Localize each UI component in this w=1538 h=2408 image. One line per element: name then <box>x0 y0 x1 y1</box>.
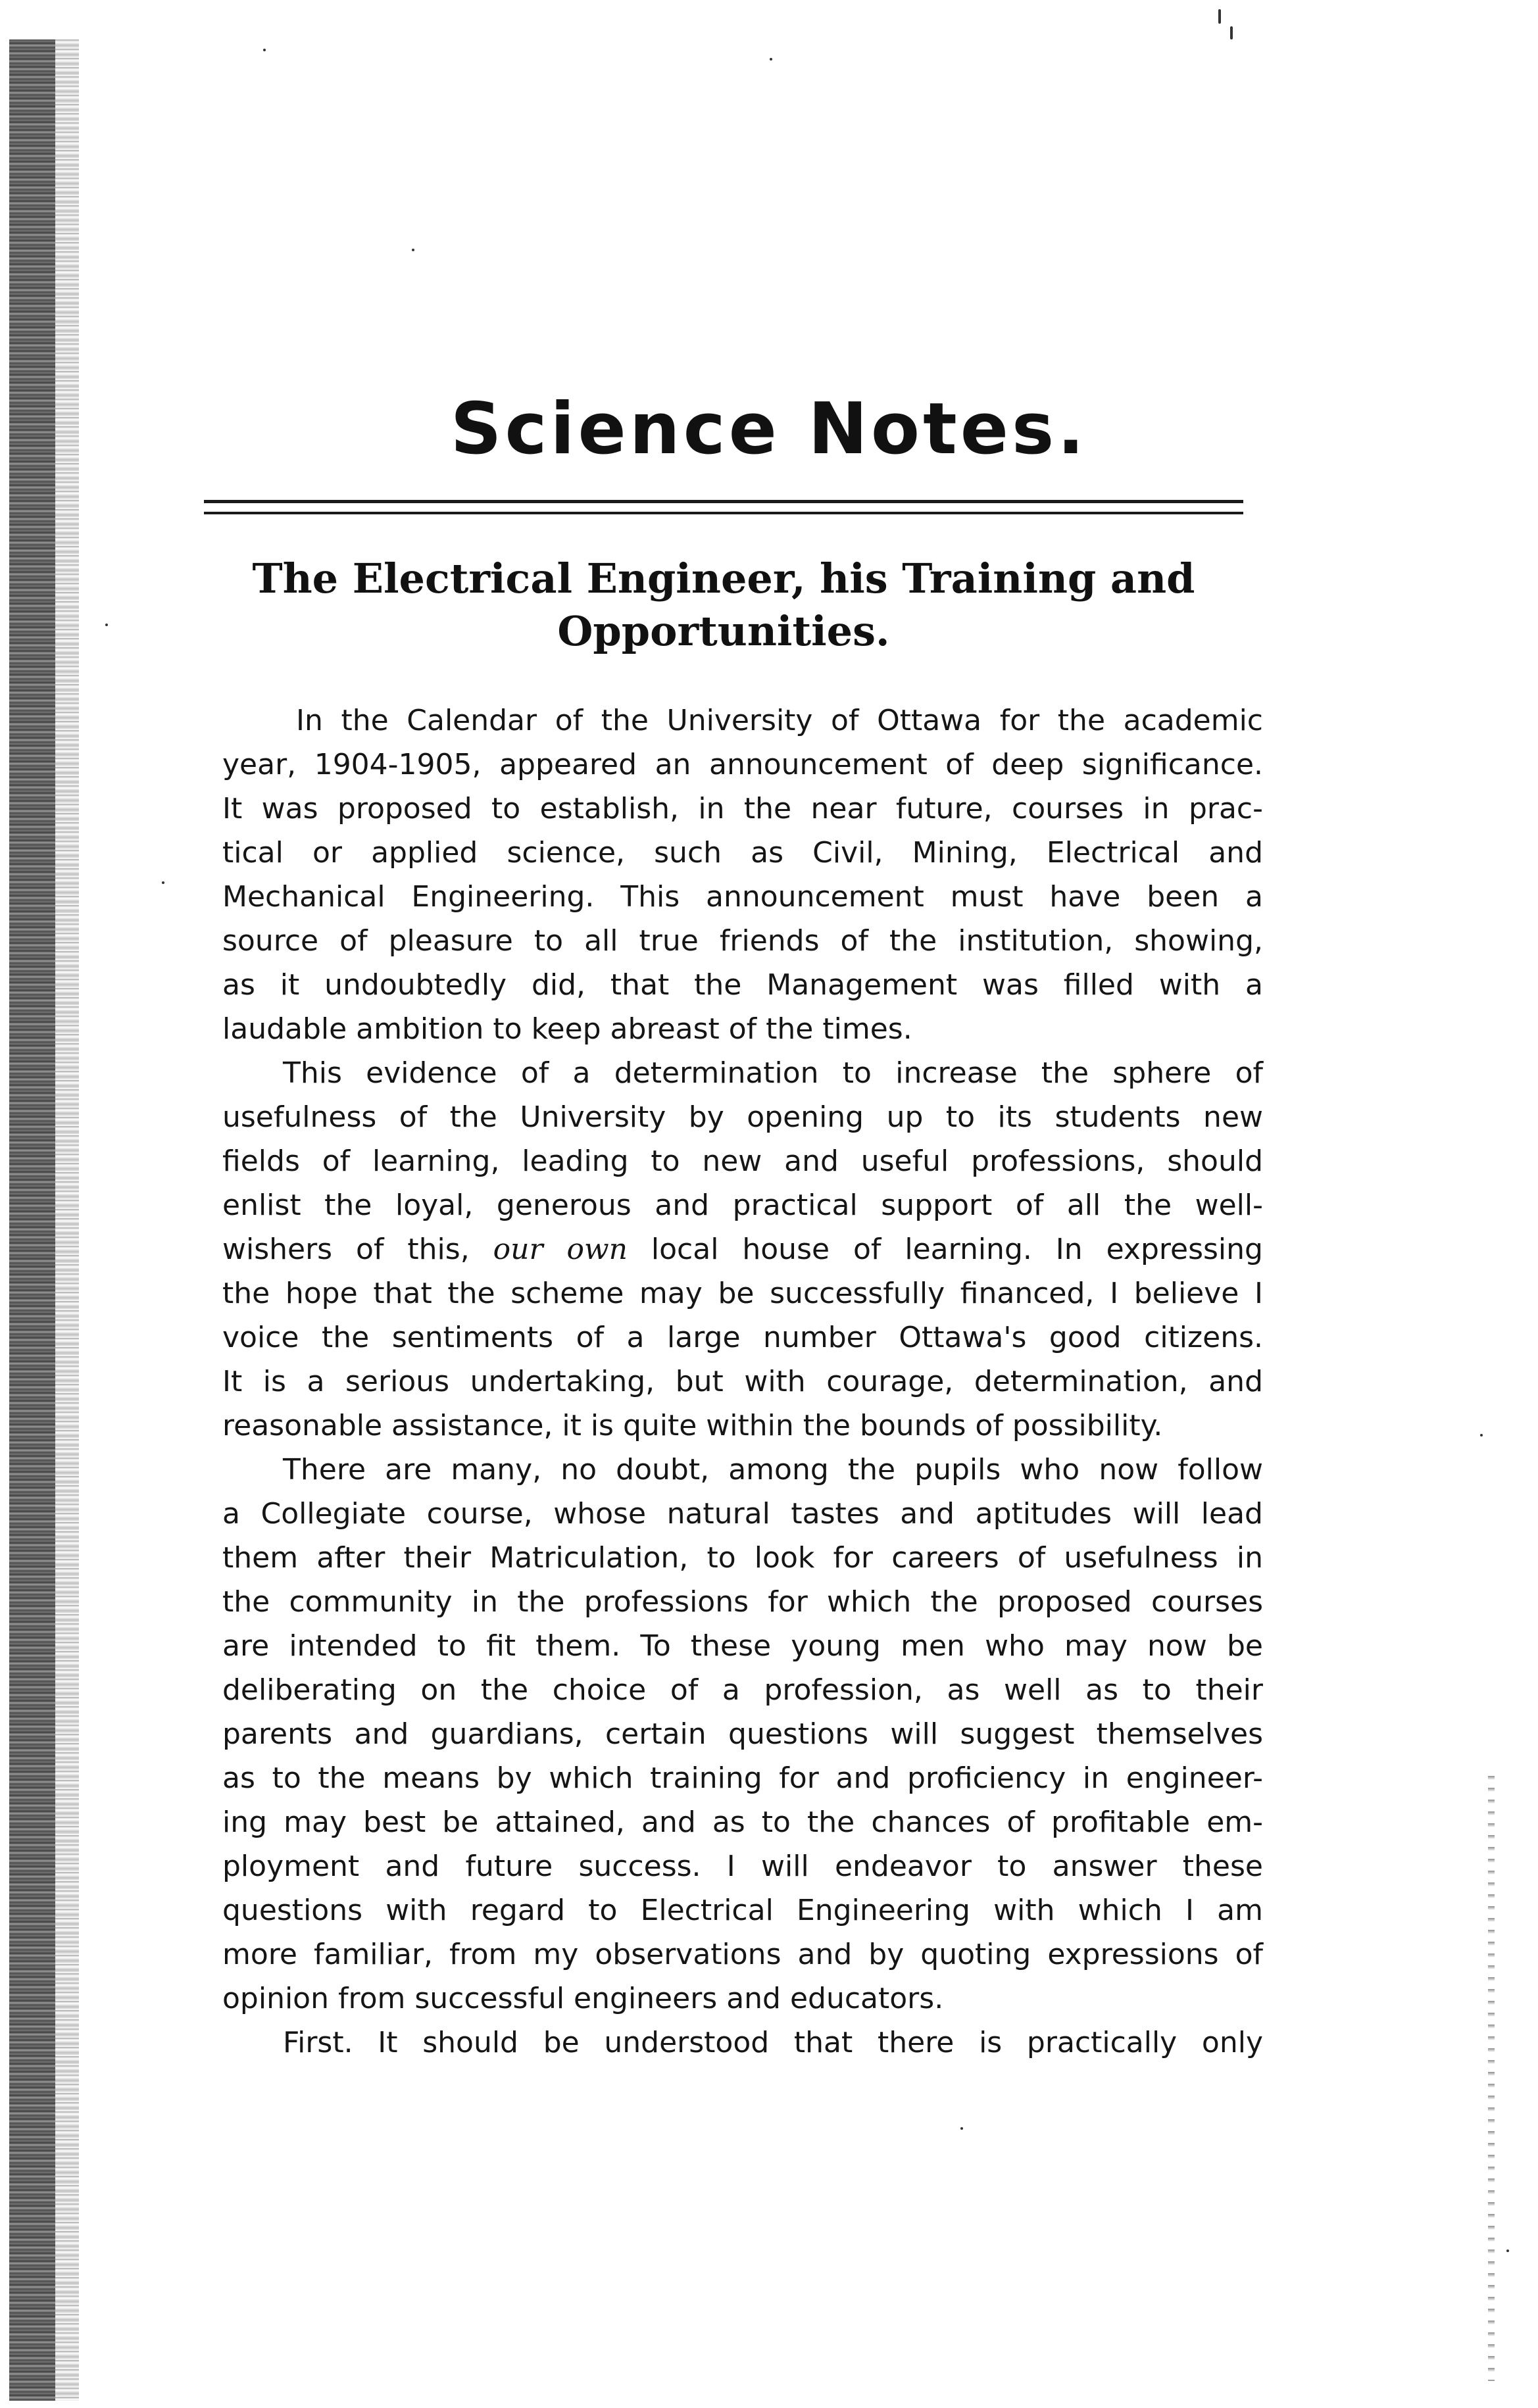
text-line: ing may best be attained, and as to the chances of profitable em- <box>222 1806 1263 1839</box>
text-run: wishers of this, <box>222 1233 470 1266</box>
scan-speck <box>1230 26 1233 39</box>
scan-speck <box>1506 2249 1509 2252</box>
scan-speck <box>162 881 164 884</box>
page-title: Science Notes. <box>450 388 1088 470</box>
italic-phrase: our own <box>493 1233 628 1266</box>
text-line: tical or applied science, such as Civil, Mining, Electrical and <box>222 836 1263 870</box>
scan-speck <box>1218 9 1221 24</box>
scan-speck <box>1480 1434 1483 1437</box>
text-line: more familiar, from my observations and by quoting expressions of <box>222 1938 1263 1971</box>
text-line-with-italic <box>222 1227 1263 1271</box>
text-line: fields of learning, leading to new and useful professions, should <box>222 1144 1263 1178</box>
article-heading <box>197 553 1250 658</box>
text-line: In the Calendar of the University of Ottawa for the academic <box>296 704 1263 737</box>
text-run: local house of learning. In expressing <box>651 1233 1263 1266</box>
title-rule-top <box>204 500 1243 503</box>
text-line: reasonable assistance, it is quite within the bounds of possibility. <box>222 1409 1163 1442</box>
text-line: This evidence of a determination to increase the sphere of <box>283 1056 1263 1090</box>
text-line: It is a serious undertaking, but with courage, determination, and <box>222 1365 1263 1398</box>
text-line: opinion from successful engineers and educators. <box>222 1982 944 2015</box>
text-line: the hope that the scheme may be successfully financed, I believe I <box>222 1277 1263 1310</box>
text-line: parents and guardians, certain questions will suggest themselves <box>222 1717 1263 1751</box>
text-line: as it undoubtedly did, that the Management was filled with a <box>222 968 1263 1002</box>
text-line: as to the means by which training for and proficiency in engineer- <box>222 1761 1263 1795</box>
text-line: are intended to fit them. To these young men who may now be <box>222 1629 1263 1663</box>
text-line: ployment and future success. I will endeavor to answer these <box>222 1850 1263 1883</box>
text-line: laudable ambition to keep abreast of the times. <box>222 1012 912 1046</box>
text-line: questions with regard to Electrical Engineering with which I am <box>222 1894 1263 1927</box>
scan-speck <box>412 249 414 251</box>
text-line: source of pleasure to all true friends of the institution, showing, <box>222 924 1263 958</box>
text-line: There are many, no doubt, among the pupils who now follow <box>283 1453 1263 1487</box>
text-line: Mechanical Engineering. This announcement must have been a <box>222 880 1263 914</box>
scan-right-edge <box>1488 1776 1495 2381</box>
scan-speck <box>960 2127 963 2130</box>
article-heading-line-2: Opportunities. <box>557 607 890 655</box>
scan-speck <box>105 624 108 626</box>
title-rule-bottom <box>204 512 1243 514</box>
text-line: First. It should be understood that there is practically only <box>283 2026 1263 2059</box>
text-line: the community in the professions for which the proposed courses <box>222 1585 1263 1619</box>
text-line: year, 1904-1905, appeared an announcement of deep significance. <box>222 748 1263 781</box>
text-line: It was proposed to establish, in the near future, courses in prac- <box>222 792 1263 825</box>
article-heading-line-1: The Electrical Engineer, his Training and <box>252 554 1195 602</box>
scan-speck <box>770 58 772 61</box>
text-line: deliberating on the choice of a profession, as well as to their <box>222 1673 1263 1707</box>
article-body <box>222 699 1263 2065</box>
text-line: voice the sentiments of a large number Ottawa's good citizens. <box>222 1321 1263 1354</box>
text-line: a Collegiate course, whose natural tastes and aptitudes will lead <box>222 1497 1263 1531</box>
text-line: them after their Matriculation, to look for careers of usefulness in <box>222 1541 1263 1575</box>
scan-speck <box>263 49 266 51</box>
text-line: enlist the loyal, generous and practical support of all the well- <box>222 1189 1263 1222</box>
text-line: usefulness of the University by opening up to its students new <box>222 1100 1263 1134</box>
